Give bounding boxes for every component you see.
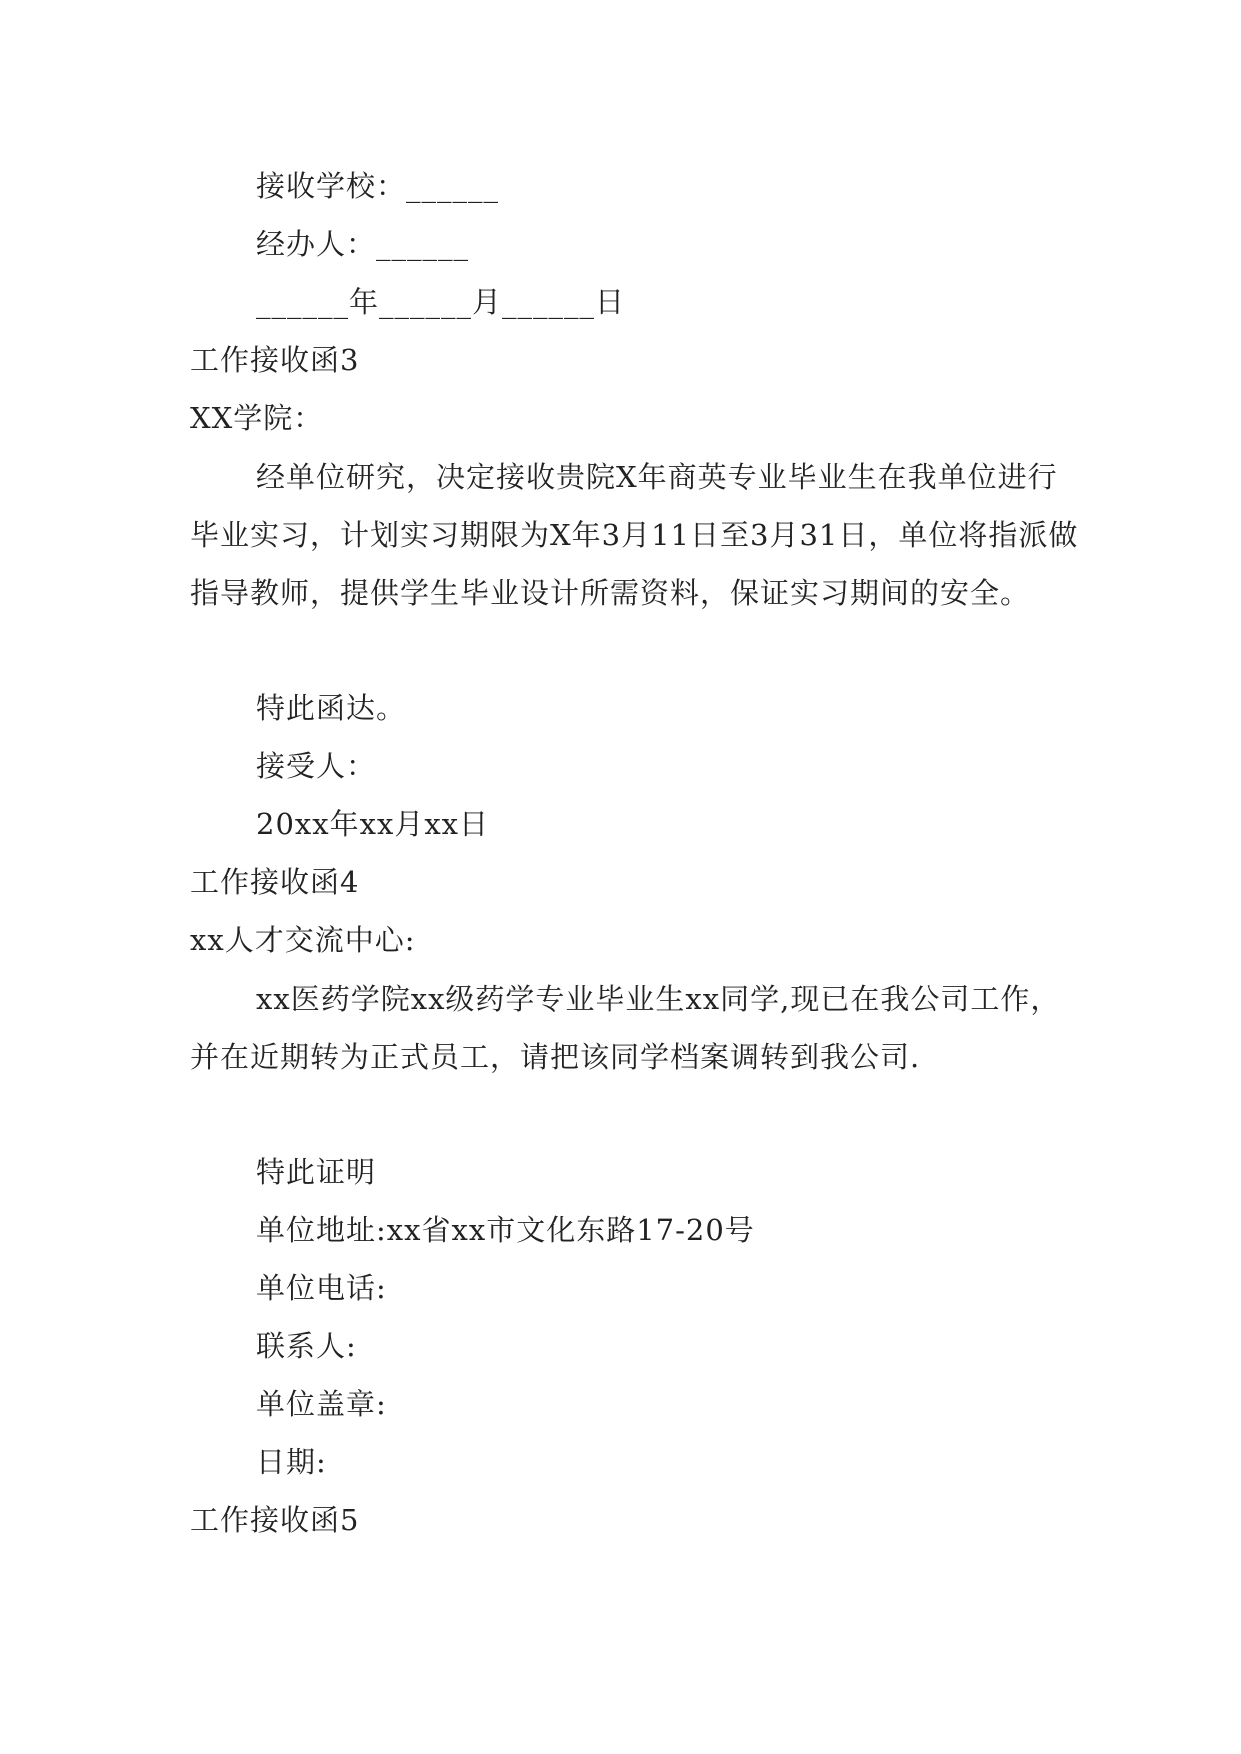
letter3-closing: 特此函达。 (256, 691, 407, 725)
letter3-title: 工作接收函3 (190, 343, 360, 377)
letter4-contact: 联系人: (256, 1329, 357, 1363)
letter4-title: 工作接收函4 (190, 865, 360, 899)
letter5-title: 工作接收函5 (190, 1503, 360, 1537)
letter4-phone: 单位电话: (256, 1271, 387, 1305)
date-blank-field: ______年______月______日 (256, 285, 626, 319)
letter4-salutation: xx人才交流中心: (190, 923, 416, 957)
handler-field: 经办人：______ (256, 227, 470, 261)
letter3-receiver: 接受人： (256, 749, 377, 783)
letter4-address: 单位地址:xx省xx市文化东路17-20号 (256, 1213, 755, 1247)
letter4-closing: 特此证明 (256, 1155, 377, 1189)
letter3-body: 经单位研究，决定接收贵院X年商英专业毕业生在我单位进行毕业实习，计划实习期限为X年3月11日至3月31日，单位将指派做指导教师，提供学生毕业设计所需资料，保证实习期间的安全。 (190, 460, 1079, 610)
letter4-seal: 单位盖章: (256, 1387, 387, 1421)
letter4-body: xx医药学院xx级药学专业毕业生xx同学,现已在我公司工作，并在近期转为正式员工，请把该同学档案调转到我公司. (190, 982, 1061, 1074)
letter3-salutation: XX学院： (190, 401, 324, 435)
letter3-date: 20xx年xx月xx日 (256, 807, 490, 841)
letter4-date: 日期: (256, 1445, 327, 1479)
receiving-school-field: 接收学校：______ (256, 169, 500, 203)
